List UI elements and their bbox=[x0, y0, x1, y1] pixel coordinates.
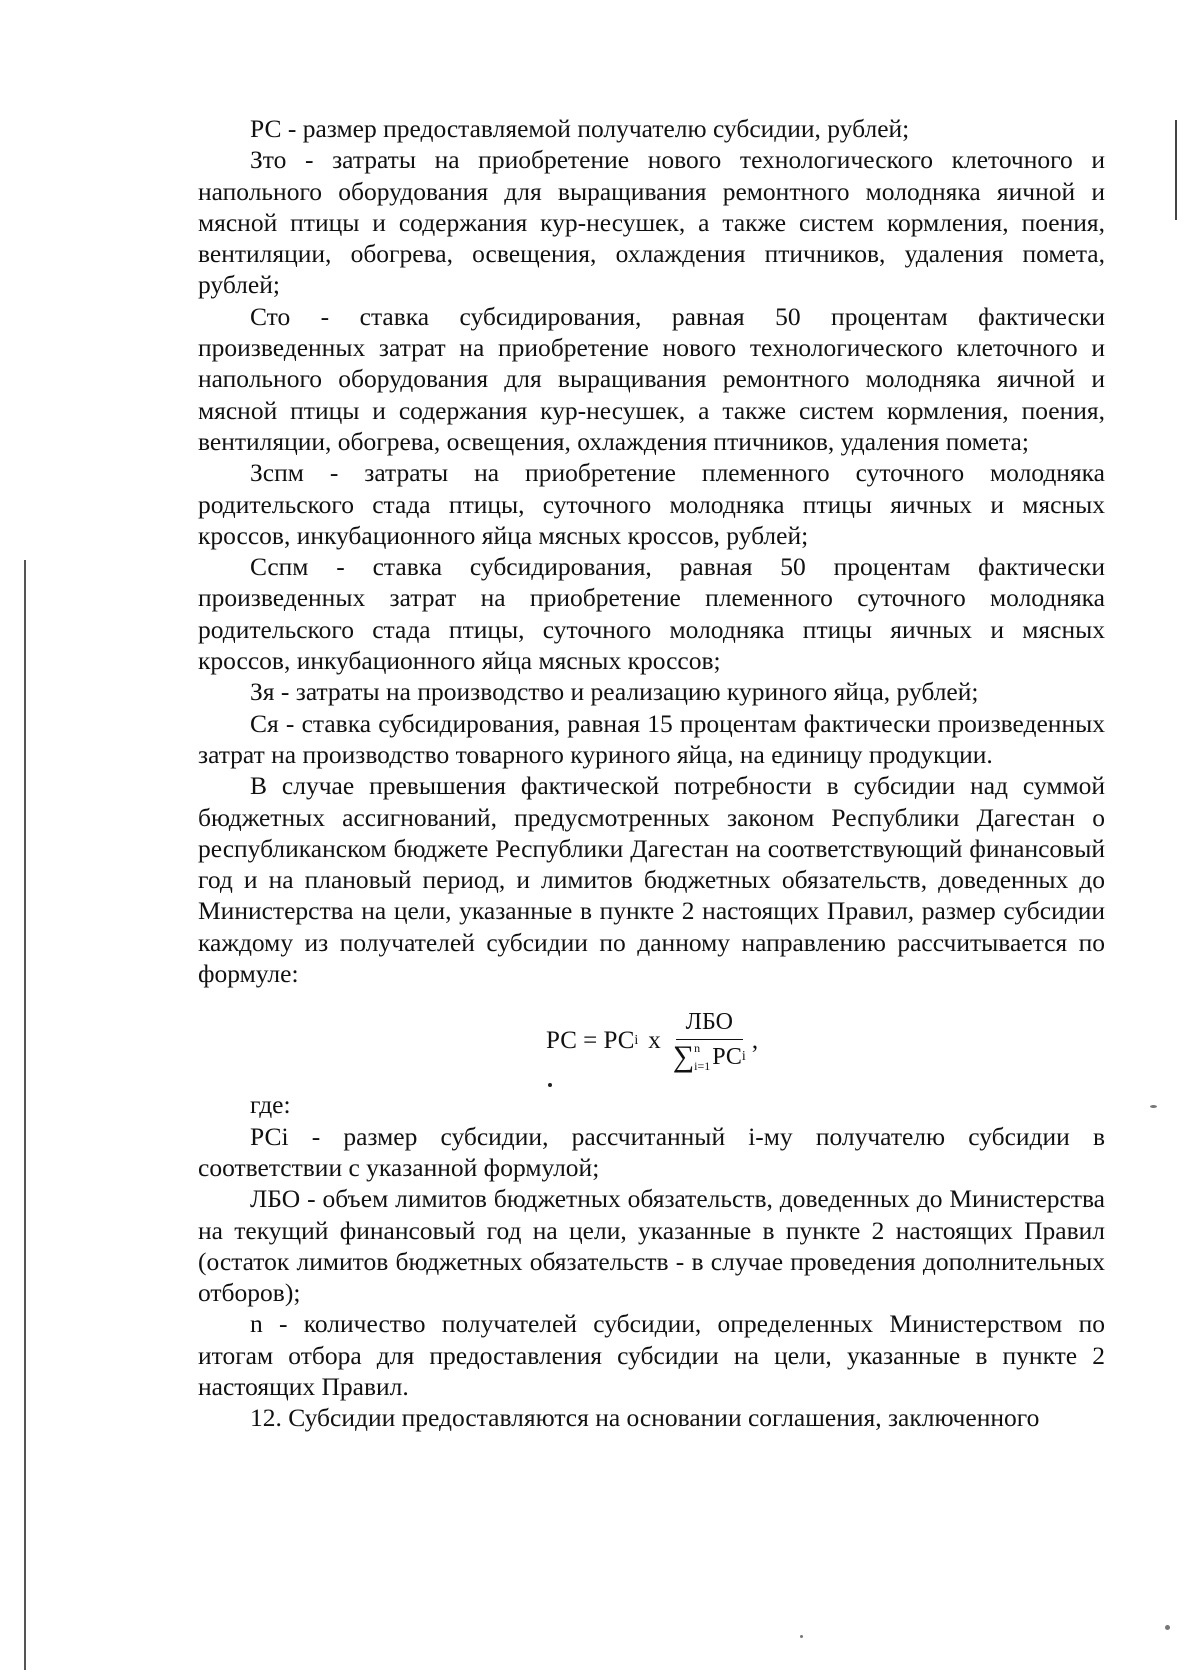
formula-numerator: ЛБО bbox=[676, 1007, 743, 1040]
paragraph-n-definition: n - количество получателей субсидии, определенных Министерством по итогам отбора для предоставления субсидии на цели, указанные в пункте 2 настоящих Правил. bbox=[198, 1309, 1105, 1401]
scan-dot-mark bbox=[548, 1083, 552, 1087]
paragraph-lbo-definition: ЛБО - объем лимитов бюджетных обязательств, доведенных до Министерства на текущий финансовый год на цели, указанные в пункте 2 настоящих Правил (остаток лимитов бюджетных обязательств - в случае проведения дополнительных отборов); bbox=[198, 1184, 1105, 1308]
paragraph-sto-definition: Сто - ставка субсидирования, равная 50 процентам фактически произведенных затрат на приобретение нового технологического клеточного и напольного оборудования для выращивания ремонтного молодняка яичной и мясной птицы и содержания кур-несушек, а также систем кормления, поения, вентиляции, обогрева, освещения, охлаждения птичников, удаления помета; bbox=[198, 301, 1105, 456]
paragraph-excess-demand: В случае превышения фактической потребности в субсидии над суммой бюджетных ассигнований, предусмотренных законом Республики Дагестан о республиканском бюджете Республики Дагестан на соответствующий финансовый год и на плановый период, и лимитов бюджетных обязательств, доведенных до Министерства на цели, указанные в пункте 2 настоящих Правил, размер субсидии каждому из получателей субсидии по данному направлению рассчитывается по формуле: bbox=[198, 771, 1105, 989]
paragraph-zspm-definition: Зспм - затраты на приобретение племенного суточного молодняка родительского стада птицы, суточного молодняка птицы яичных и мясных кроссов, инкубационного яйца мясных кроссов, рублей; bbox=[198, 458, 1105, 550]
scan-speck bbox=[1150, 1105, 1157, 1108]
formula-times: x bbox=[648, 1027, 661, 1055]
formula-expression bbox=[546, 1007, 758, 1074]
scan-margin-line-left bbox=[24, 560, 26, 1670]
formula-sigma-limits bbox=[694, 1042, 710, 1072]
formula-denominator bbox=[673, 1040, 746, 1074]
formula-sigma-upper: n bbox=[694, 1041, 701, 1056]
paragraph-zya-definition: Зя - затраты на производство и реализацию куриного яйца, рублей; bbox=[250, 677, 979, 707]
paragraph-sya-definition: Ся - ставка субсидирования, равная 15 процентам фактически произведенных затрат на производство товарного куриного яйца, на единицу продукции. bbox=[198, 708, 1105, 769]
formula-den-term: РС bbox=[712, 1044, 742, 1071]
document-body bbox=[198, 113, 1105, 1434]
paragraph-where: где: bbox=[250, 1090, 291, 1120]
scan-margin-line-right bbox=[1175, 120, 1177, 220]
paragraph-item-12: 12. Субсидии предоставляются на основании соглашения, заключенного bbox=[250, 1403, 1040, 1433]
formula-lhs-subscript: i bbox=[634, 1033, 639, 1049]
paragraph-rsi-definition: РСi - размер субсидии, рассчитанный i-му получателю субсидии в соответствии с указанной формулой; bbox=[198, 1121, 1105, 1182]
scan-speck bbox=[800, 1635, 803, 1638]
formula bbox=[198, 991, 1105, 1089]
scan-speck bbox=[1165, 1625, 1170, 1630]
formula-fraction bbox=[673, 1007, 746, 1074]
formula-trailing-comma: , bbox=[751, 1027, 759, 1055]
formula-sigma-lower: i=1 bbox=[694, 1059, 711, 1074]
paragraph-rs-definition: РС - размер предоставляемой получателю субсидии, рублей; bbox=[250, 114, 910, 143]
formula-den-subscript: i bbox=[741, 1049, 746, 1065]
formula-lhs: РС = РС bbox=[546, 1027, 635, 1055]
paragraph-zto-definition: Зто - затраты на приобретение нового технологического клеточного и напольного оборудования для выращивания ремонтного молодняка яичной и мясной птицы и содержания кур-несушек, а также систем кормления, поения, вентиляции, обогрева, освещения, охлаждения птичников, удаления помета, рублей; bbox=[198, 145, 1105, 300]
paragraph-sspm-definition: Сспм - ставка субсидирования, равная 50 процентам фактически произведенных затрат на приобретение племенного суточного молодняка родительского стада птицы, суточного молодняка птицы яичных и мясных кроссов, инкубационного яйца мясных кроссов; bbox=[198, 552, 1105, 676]
formula-sigma: ∑ bbox=[672, 1040, 695, 1074]
